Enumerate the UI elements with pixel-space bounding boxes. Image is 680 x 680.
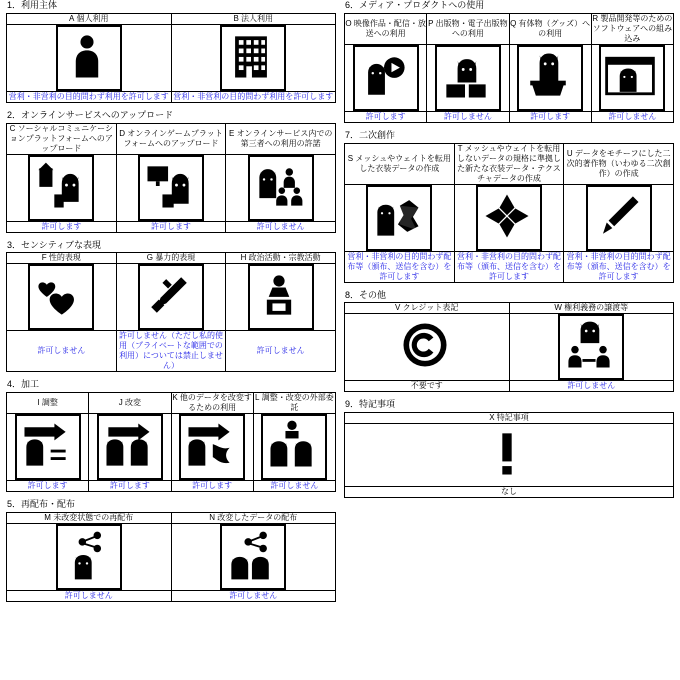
- section-4: [6, 379, 336, 492]
- section-7: [344, 130, 674, 283]
- section-table: [6, 252, 336, 372]
- item-label: 性的表現: [48, 253, 81, 263]
- permission-text: 許可しません: [226, 331, 336, 372]
- icon-cell: [7, 414, 89, 481]
- item-header: [7, 253, 117, 264]
- left-column: [6, 0, 336, 609]
- item-label: 製品開発等のためのソフトウェアへの組み込み: [592, 13, 673, 43]
- permission-text: 営利・非営利の目的問わず配布等（頒布、送信を含む）を許可します: [345, 251, 455, 282]
- icon-cell: [171, 523, 336, 590]
- section-title: 2．オンラインサービスへのアップロード: [7, 109, 174, 120]
- permission-text: 許可しません: [171, 590, 336, 601]
- cat-mesh-icon: [366, 185, 432, 251]
- icon-cell: [171, 414, 253, 481]
- section-2: [6, 110, 336, 233]
- permission-text: 許可します: [116, 221, 226, 232]
- item-code: M: [44, 512, 51, 522]
- permission-text: 許可しません: [7, 331, 117, 372]
- icon-cell: [345, 184, 455, 251]
- cat-book-icon: [435, 45, 501, 111]
- knife-icon: [138, 264, 204, 330]
- cat-software-icon: [599, 45, 665, 111]
- icon-cell: [253, 414, 335, 481]
- permission-text: 許可します: [7, 221, 117, 232]
- item-code: C: [9, 123, 16, 133]
- item-header: [345, 13, 427, 44]
- item-label: 調整: [41, 398, 58, 408]
- permission-text: 営利・非営利の目的問わず利用を許可します: [171, 91, 336, 102]
- icon-cell: [89, 414, 171, 481]
- section-table: [344, 143, 674, 283]
- item-header: [253, 393, 335, 414]
- permission-row: [345, 251, 674, 282]
- icon-row: [7, 264, 336, 331]
- podium-icon: [248, 264, 314, 330]
- item-code: V: [395, 303, 401, 313]
- header-row: [345, 13, 674, 44]
- section-title: 9．特記事項: [345, 399, 396, 410]
- permission-text: 許可しません: [427, 111, 509, 122]
- item-header: [454, 143, 564, 184]
- item-header: [345, 413, 674, 424]
- item-code: Q: [510, 18, 517, 28]
- cat-modify-icon: [97, 414, 163, 480]
- item-label: 調整・改変の外部委託: [261, 393, 334, 413]
- section-3: [6, 240, 336, 373]
- icon-cell: [7, 523, 172, 590]
- item-header: [116, 123, 226, 154]
- section-table: [344, 13, 674, 123]
- item-header: [171, 13, 336, 24]
- item-header: [171, 393, 253, 414]
- item-header: [226, 123, 336, 154]
- item-header: [427, 13, 509, 44]
- section-table: [6, 512, 336, 602]
- permission-row: [7, 590, 336, 601]
- item-code: D: [119, 128, 126, 138]
- permission-text: 営利・非営利の目的問わず利用を許可します: [7, 91, 172, 102]
- cat-redistribute-icon: [56, 524, 122, 590]
- icon-cell: [226, 154, 336, 221]
- section-8: [344, 290, 674, 393]
- icon-row: [345, 44, 674, 111]
- hearts-icon: [28, 264, 94, 330]
- header-row: [345, 303, 674, 314]
- icon-row: [7, 523, 336, 590]
- item-code: B: [233, 13, 239, 23]
- icon-cell: [509, 314, 674, 381]
- permission-text: 許可します: [345, 111, 427, 122]
- permission-row: [7, 481, 336, 492]
- item-label: 改変したデータの配布: [217, 512, 298, 522]
- permission-text: 許可します: [7, 481, 89, 492]
- item-label: データをモチーフにした二次的著作物（いわゆる二次創作）の作成: [566, 148, 671, 178]
- item-label: ソーシャルコミュニケーションプラットフォームへのアップロード: [9, 123, 114, 153]
- icon-cell: [591, 44, 673, 111]
- icon-row: [345, 424, 674, 487]
- header-row: [345, 143, 674, 184]
- icon-cell: [7, 24, 172, 91]
- item-code: J: [118, 398, 123, 408]
- section-title: 6．メディア・プロダクトへの使用: [345, 0, 485, 10]
- item-code: H: [240, 253, 247, 263]
- permission-text: 営利・非営利の目的問わず配布等（頒布、送信を含む）を許可します: [454, 251, 564, 282]
- permission-text: 許可しません: [591, 111, 673, 122]
- item-header: [171, 512, 336, 523]
- item-header: [509, 13, 591, 44]
- header-row: [7, 393, 336, 414]
- icon-row: [345, 184, 674, 251]
- cat-texture-icon: [476, 185, 542, 251]
- item-label: 権利義務の譲渡等: [564, 303, 629, 313]
- item-code: K: [172, 393, 178, 403]
- item-label: オンラインゲームプラットフォームへのアップロード: [123, 128, 223, 148]
- section-title: 4．加工: [7, 379, 40, 390]
- section-6: [344, 0, 674, 123]
- header-row: [7, 13, 336, 24]
- cat-adjust-icon: [15, 414, 81, 480]
- cat-share-icon: [248, 155, 314, 221]
- item-code: T: [457, 143, 463, 153]
- brush-icon: [586, 185, 652, 251]
- item-label: 個人利用: [76, 13, 109, 23]
- permission-row: [7, 91, 336, 102]
- item-label: 他のデータを改変するための利用: [179, 393, 252, 413]
- header-row: [7, 253, 336, 264]
- permission-text: なし: [345, 487, 674, 498]
- item-label: 改変: [124, 398, 141, 408]
- copyright-icon: [396, 316, 458, 378]
- section-5: [6, 499, 336, 602]
- icon-cell: [171, 24, 336, 91]
- icon-cell: [116, 154, 226, 221]
- item-header: [7, 123, 117, 154]
- permission-row: [345, 381, 674, 392]
- permission-text: 営利・非営利の目的問わず配布等（頒布、送信を含む）を許可します: [564, 251, 674, 282]
- section-table: [6, 392, 336, 492]
- permission-row: [7, 331, 336, 372]
- icon-row: [7, 414, 336, 481]
- item-label: 暴力的表現: [155, 253, 196, 263]
- item-label: 政治活動・宗教活動: [248, 253, 321, 263]
- cat-outsource-icon: [261, 414, 327, 480]
- item-header: [7, 393, 89, 414]
- item-header: [509, 303, 674, 314]
- section-1: [6, 0, 336, 103]
- section-title: 8．その他: [345, 289, 387, 300]
- item-header: [116, 253, 226, 264]
- icon-cell: [345, 44, 427, 111]
- item-code: G: [146, 253, 153, 263]
- header-row: [345, 413, 674, 424]
- exclamation-icon: [478, 424, 540, 486]
- item-code: R: [592, 13, 599, 23]
- cat-transfer-icon: [558, 314, 624, 380]
- item-label: 有体物（グッズ）への利用: [518, 18, 591, 38]
- item-header: [345, 143, 455, 184]
- item-label: 特記事項: [496, 413, 529, 423]
- item-code: P: [428, 18, 434, 28]
- icon-cell: [7, 264, 117, 331]
- icon-row: [345, 314, 674, 381]
- icon-row: [7, 24, 336, 91]
- permission-text: 許可します: [509, 111, 591, 122]
- cat-video-icon: [353, 45, 419, 111]
- cat-distribute-icon: [220, 524, 286, 590]
- cat-goods-icon: [517, 45, 583, 111]
- section-title: 3．センシティブな表現: [7, 239, 102, 250]
- item-code: X: [489, 413, 495, 423]
- icon-cell: [427, 44, 509, 111]
- item-code: F: [41, 253, 47, 263]
- item-header: [7, 13, 172, 24]
- permission-row: [7, 221, 336, 232]
- cat-transform-icon: [179, 414, 245, 480]
- header-row: [7, 123, 336, 154]
- icon-cell: [7, 154, 117, 221]
- person-icon: [56, 25, 122, 91]
- permission-text: 許可します: [89, 481, 171, 492]
- item-code: W: [554, 303, 562, 313]
- icon-row: [7, 154, 336, 221]
- item-label: メッシュやウェイトを転用しないデータの規格に準拠した新たな衣装データ・テクスチャデータの作成: [456, 143, 561, 183]
- icon-cell: [564, 184, 674, 251]
- permission-text: 許可しません: [509, 381, 674, 392]
- icon-cell: [345, 424, 674, 487]
- item-header: [345, 303, 510, 314]
- item-code: S: [347, 153, 354, 163]
- right-column: [344, 0, 674, 505]
- permission-row: [345, 487, 674, 498]
- section-table: [6, 13, 336, 103]
- section-table: [344, 302, 674, 392]
- cat-monitor-icon: [138, 155, 204, 221]
- permission-text: 不要です: [345, 381, 510, 392]
- item-label: 法人利用: [241, 13, 274, 23]
- building-icon: [220, 25, 286, 91]
- section-table: [344, 412, 674, 498]
- section-9: [344, 399, 674, 498]
- section-title: 1．利用主体: [7, 0, 58, 10]
- permission-row: [345, 111, 674, 122]
- item-code: U: [566, 148, 573, 158]
- permission-text: 許可しません: [7, 590, 172, 601]
- item-code: L: [255, 393, 260, 403]
- section-title: 7．二次創作: [345, 129, 396, 140]
- cat-upload-icon: [28, 155, 94, 221]
- icon-cell: [116, 264, 226, 331]
- header-row: [7, 512, 336, 523]
- icon-cell: [454, 184, 564, 251]
- item-label: オンラインサービス内での第三者への利用の許諾: [236, 128, 333, 148]
- permission-text: 許可します: [171, 481, 253, 492]
- icon-cell: [509, 44, 591, 111]
- item-header: [89, 393, 171, 414]
- item-code: A: [68, 13, 75, 23]
- item-header: [7, 512, 172, 523]
- section-title: 5．再配布・配布: [7, 499, 76, 510]
- item-label: 未改変状態での再配布: [53, 512, 134, 522]
- icon-cell: [226, 264, 336, 331]
- item-label: クレジット表記: [402, 303, 459, 313]
- item-code: E: [228, 128, 235, 138]
- item-header: [226, 253, 336, 264]
- permission-text: 許可しません: [226, 221, 336, 232]
- item-label: 映像作品・配信・放送への利用: [353, 18, 426, 38]
- permission-text: 許可しません: [253, 481, 335, 492]
- icon-cell: [345, 314, 510, 381]
- item-header: [591, 13, 673, 44]
- item-header: [564, 143, 674, 184]
- section-table: [6, 123, 336, 233]
- item-code: O: [345, 18, 352, 28]
- item-code: I: [37, 398, 40, 408]
- item-label: メッシュやウェイトを転用した衣装データの作成: [355, 153, 451, 173]
- item-label: 出版物・電子出版物への利用: [435, 18, 508, 38]
- permission-text: 許可しません（ただし私的使用（プライベートな範囲での利用）については禁止しません）: [116, 331, 226, 372]
- item-code: N: [209, 512, 216, 522]
